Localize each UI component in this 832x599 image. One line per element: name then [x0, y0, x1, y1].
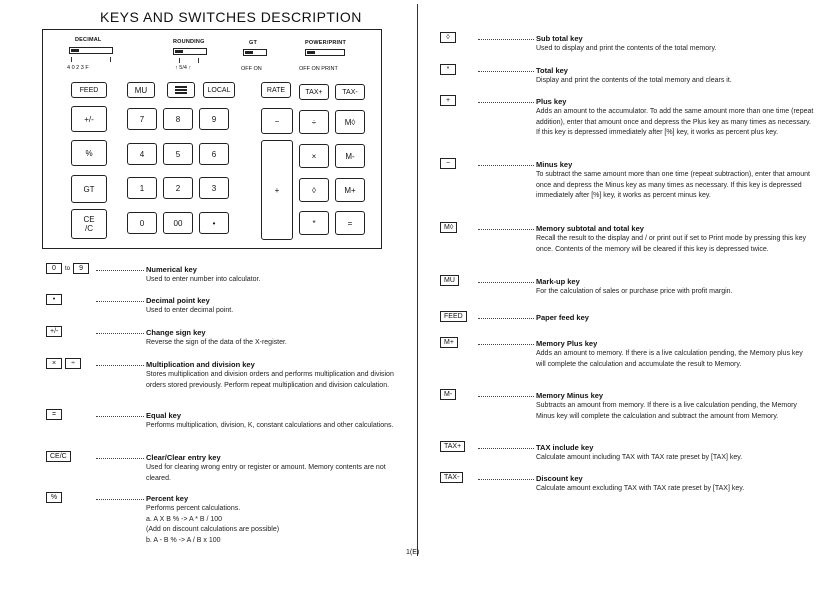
entry-description: Display and print the contents of the total memory and clears it.	[536, 77, 732, 84]
gt-switch-positions: OFF ON	[241, 66, 262, 72]
page-title: KEYS AND SWITCHES DESCRIPTION	[100, 9, 362, 25]
entry-title: Minus key	[536, 160, 573, 169]
entry-title: Percent key	[146, 494, 189, 503]
entry-key-box: M-	[440, 389, 456, 400]
key-0[interactable]: 0	[127, 212, 157, 234]
entry-key-symbols	[440, 389, 456, 400]
key-2[interactable]: 2	[163, 177, 193, 199]
page-number: 1(E)	[406, 549, 420, 556]
entry-description: Used to enter number into calculator.	[146, 276, 261, 283]
entry-title: Mark-up key	[536, 277, 580, 286]
entry-key-box: TAX+	[440, 441, 465, 452]
entry-dotted-leader	[96, 365, 144, 366]
entry-key-symbols	[46, 409, 62, 420]
decimal-switch-ticks	[71, 57, 111, 62]
entry-dotted-leader	[478, 448, 534, 449]
entry-dotted-leader	[96, 458, 144, 459]
power-print-switch-slot	[305, 49, 345, 56]
gt-switch-slot	[243, 49, 267, 56]
entry-description: Used for clearing wrong entry or register or amount. Memory contents are not cleared.	[146, 464, 386, 482]
entry-title: Sub total key	[536, 34, 583, 43]
memory-minus-key[interactable]: M-	[335, 144, 365, 168]
gt-key[interactable]: GT	[71, 175, 107, 203]
entry-title: Equal key	[146, 411, 182, 420]
entry-dotted-leader	[478, 318, 534, 319]
entry-dotted-leader	[96, 301, 144, 302]
equal-key[interactable]: =	[335, 211, 365, 235]
entry-title: Clear/Clear entry key	[146, 453, 221, 462]
entry-key-box: %	[46, 492, 62, 503]
decimal-switch-label: DECIMAL	[75, 37, 102, 43]
entry-key-box: ◊	[440, 32, 456, 43]
memory-recall-key[interactable]: M◊	[335, 110, 365, 134]
entry-dotted-leader	[96, 270, 144, 271]
entry-title: Memory subtotal and total key	[536, 224, 644, 233]
entry-description: Performs multiplication, division, K, constant calculations and other calculations.	[146, 422, 394, 429]
tax-plus-key[interactable]: TAX+	[299, 84, 329, 100]
entry-description: Calculate amount including TAX with TAX rate preset by [TAX] key.	[536, 454, 743, 461]
entry-description: To subtract the same amount more than one time (repeat subtraction), enter that amount once and depress the Minus key as many times as necessary. If this key is depressed immediately after [%] key, it works as percent minus key.	[536, 171, 810, 199]
rounding-switch-slot	[173, 48, 207, 55]
subtotal-key[interactable]: ◊	[299, 178, 329, 202]
divide-key[interactable]: ÷	[299, 110, 329, 134]
entry-title: Change sign key	[146, 328, 206, 337]
key-00[interactable]: 00	[163, 212, 193, 234]
rate-key[interactable]: RATE	[261, 82, 291, 98]
rounding-switch-label: ROUNDING	[173, 39, 205, 45]
entry-description: Reverse the sign of the data of the X-register.	[146, 339, 287, 346]
entry-key-box: TAX-	[440, 472, 463, 483]
multiply-key[interactable]: ×	[299, 144, 329, 168]
entry-dotted-leader	[96, 333, 144, 334]
key-5[interactable]: 5	[163, 143, 193, 165]
entry-key-symbols	[440, 337, 458, 348]
entry-key-box: FEED	[440, 311, 467, 322]
entry-key-symbols	[440, 222, 457, 233]
entry-description: Calculate amount excluding TAX with TAX rate preset by [TAX] key.	[536, 485, 745, 492]
gt-switch-label: GT	[249, 40, 258, 46]
entry-key-symbols	[46, 492, 62, 503]
entry-key-box: +/-	[46, 326, 62, 337]
entry-description: For the calculation of sales or purchase price with profit margin.	[536, 288, 733, 295]
entry-key-box: ×	[46, 358, 62, 369]
entry-key-box: =	[46, 409, 62, 420]
entry-key-box: M+	[440, 337, 458, 348]
entry-dotted-leader	[478, 396, 534, 397]
key-1[interactable]: 1	[127, 177, 157, 199]
local-key[interactable]: LOCAL	[203, 82, 235, 98]
feed-key[interactable]: FEED	[71, 82, 107, 98]
entry-description: Subtracts an amount from memory. If there is a live calculation pending, the Memory Minus key will complete the calculation and subtract the amount from Memory.	[536, 402, 797, 420]
decimal-switch-slot	[69, 47, 113, 54]
plus-key[interactable]: +	[261, 140, 293, 240]
rounding-switch-ticks	[179, 58, 199, 63]
entry-key-symbols	[440, 441, 465, 452]
entry-key-symbols	[46, 326, 62, 337]
entry-key-symbols	[440, 472, 463, 483]
entry-key-symbols	[440, 32, 456, 43]
entry-description: Recall the result to the display and / or print out if set to Print mode by pressing this key once. Contents of the memory will be cleared if this key is depressed twice.	[536, 235, 807, 253]
power-print-switch-label: POWER/PRINT	[305, 40, 347, 46]
entry-key-symbols	[46, 263, 89, 274]
entry-dotted-leader	[478, 102, 534, 103]
entry-key-symbols	[440, 64, 456, 75]
total-key[interactable]: *	[299, 211, 329, 235]
entry-dotted-leader	[478, 39, 534, 40]
entry-key-symbols	[46, 358, 81, 369]
entry-key-box: MU	[440, 275, 459, 286]
power-print-switch-positions: OFF ON PRINT	[299, 66, 338, 72]
entry-dotted-leader	[478, 282, 534, 283]
entry-key-box: 0	[46, 263, 62, 274]
entry-title: TAX include key	[536, 443, 594, 452]
entry-description: Used to display and print the contents of the total memory.	[536, 45, 717, 52]
entry-dotted-leader	[478, 479, 534, 480]
entry-title: Plus key	[536, 97, 567, 106]
key-3[interactable]: 3	[199, 177, 229, 199]
entry-description: Adds an amount to memory. If there is a live calculation pending, the Memory plus key will complete the calculation and accumulate the result to Memory.	[536, 350, 803, 368]
entry-key-symbols	[440, 311, 467, 322]
column-divider	[417, 4, 418, 556]
entry-key-box: M◊	[440, 222, 457, 233]
entry-title: Decimal point key	[146, 296, 210, 305]
entry-key-box: CE/C	[46, 451, 71, 462]
key-6[interactable]: 6	[199, 143, 229, 165]
entry-key-symbols	[440, 275, 459, 286]
entry-description: Adds an amount to the accumulator. To add the same amount more than one time (repeat addition), enter that amount once and depress the Plus key as many times as necessary. If this key is depressed immediately after [%] key, it works as percent plus key.	[536, 108, 814, 136]
key-7[interactable]: 7	[127, 108, 157, 130]
clear-entry-key[interactable]: CE /C	[71, 209, 107, 239]
tax-minus-key[interactable]: TAX-	[335, 84, 365, 100]
decimal-switch-positions: 4 0 2 3 F	[67, 65, 89, 71]
entry-key-box: 9	[73, 263, 89, 274]
entry-key-box: +	[440, 95, 456, 106]
entry-title: Total key	[536, 66, 568, 75]
entry-key-box: −	[440, 158, 456, 169]
entry-dotted-leader	[478, 344, 534, 345]
key-9[interactable]: 9	[199, 108, 229, 130]
tax-set-key[interactable]	[167, 82, 195, 98]
entry-dotted-leader	[478, 71, 534, 72]
minus-key[interactable]: −	[261, 108, 293, 134]
rounding-switch-positions: ↑ 5/4 ↑	[175, 65, 192, 71]
entry-key-box: •	[46, 294, 62, 305]
key-4[interactable]: 4	[127, 143, 157, 165]
change-sign-key[interactable]: +/-	[71, 106, 107, 132]
entry-title: Paper feed key	[536, 313, 589, 322]
memory-plus-key[interactable]: M+	[335, 178, 365, 202]
entry-dotted-leader	[96, 499, 144, 500]
entry-title: Discount key	[536, 474, 583, 483]
entry-title: Numerical key	[146, 265, 197, 274]
entry-dotted-leader	[478, 229, 534, 230]
entry-key-joiner: to	[65, 265, 71, 272]
decimal-point-key[interactable]: •	[199, 212, 229, 234]
entry-dotted-leader	[96, 416, 144, 417]
entry-dotted-leader	[478, 165, 534, 166]
mu-key[interactable]: MU	[127, 82, 155, 98]
key-8[interactable]: 8	[163, 108, 193, 130]
entry-key-box: *	[440, 64, 456, 75]
entry-key-symbols	[440, 158, 456, 169]
entry-key-symbols	[440, 95, 456, 106]
entry-title: Memory Plus key	[536, 339, 598, 348]
tax-set-icon	[175, 86, 187, 94]
entry-title: Memory Minus key	[536, 391, 604, 400]
entry-description: Performs percent calculations. a. A X B % -> A * B / 100 (Add on discount calculations are possible) b. A - B % -> A / B x 100	[146, 505, 280, 544]
entry-key-symbols	[46, 451, 71, 462]
entry-description: Used to enter decimal point.	[146, 307, 234, 314]
entry-description: Stores multiplication and division orders and performs multiplication and division orders stored previously. Perform repeat multiplication and division calculation.	[146, 371, 394, 389]
percent-key[interactable]: %	[71, 140, 107, 166]
calculator-illustration	[42, 29, 382, 249]
entry-title: Multiplication and division key	[146, 360, 255, 369]
entry-key-box: ÷	[65, 358, 81, 369]
entry-key-symbols	[46, 294, 62, 305]
